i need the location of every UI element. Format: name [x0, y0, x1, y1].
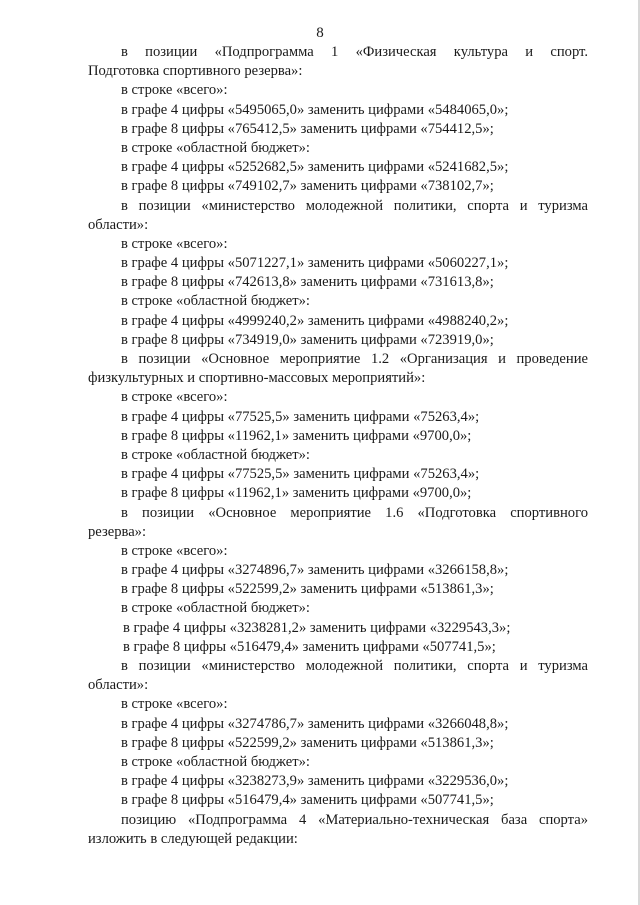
text-line: в строке «всего»:	[121, 235, 228, 252]
text-line: в строке «областной бюджет»:	[121, 600, 310, 617]
text-line: в графе 8 цифры «734919,0» заменить цифрами «723919,0»;	[121, 331, 494, 348]
text-line: в графе 8 цифры «522599,2» заменить цифрами «513861,3»;	[121, 734, 494, 751]
text-line: в графе 8 цифры «742613,8» заменить цифрами «731613,8»;	[121, 274, 494, 291]
text-line: области»:	[88, 677, 149, 694]
text-line: в графе 8 цифры «516479,4» заменить цифрами «507741,5»;	[123, 638, 496, 655]
text-line: в графе 4 цифры «5252682,5» заменить цифрами «5241682,5»;	[121, 159, 509, 176]
text-line: в графе 8 цифры «516479,4» заменить цифрами «507741,5»;	[121, 792, 494, 809]
document-body	[88, 43, 588, 849]
text-line: в строке «всего»:	[121, 696, 228, 713]
page-number: 8	[316, 25, 324, 41]
text-line: Подготовка спортивного резерва»:	[88, 63, 303, 80]
text-line: области»:	[88, 216, 149, 233]
text-line: в графе 4 цифры «3238273,9» заменить цифрами «3229536,0»;	[121, 773, 509, 790]
text-line: в строке «всего»:	[121, 389, 228, 406]
text-line: в графе 4 цифры «5495065,0» заменить цифрами «5484065,0»;	[121, 101, 509, 118]
text-line: в строке «областной бюджет»:	[121, 446, 310, 463]
text-line: в графе 8 цифры «765412,5» заменить цифрами «754412,5»;	[121, 120, 494, 137]
text-line: в позиции «Основное мероприятие 1.6 «Подготовка спортивного	[121, 504, 588, 521]
text-line: в позиции «министерство молодежной политики, спорта и туризма	[121, 197, 588, 214]
text-line: в графе 8 цифры «749102,7» заменить цифрами «738102,7»;	[121, 178, 494, 195]
text-line: в графе 4 цифры «3274896,7» заменить цифрами «3266158,8»;	[121, 562, 509, 579]
text-line: в графе 4 цифры «5071227,1» заменить цифрами «5060227,1»;	[121, 255, 509, 272]
text-line: физкультурных и спортивно-массовых мероприятий»:	[88, 370, 426, 387]
text-line: в позиции «Основное мероприятие 1.2 «Организация и проведение	[121, 351, 588, 367]
text-line: в графе 4 цифры «4999240,2» заменить цифрами «4988240,2»;	[121, 312, 509, 329]
text-line: в строке «областной бюджет»:	[121, 753, 310, 770]
text-line: позицию «Подпрограмма 4 «Материально-техническая база спорта»	[121, 811, 588, 828]
text-line: в строке «областной бюджет»:	[121, 293, 310, 310]
text-line: резерва»:	[88, 523, 147, 540]
text-line: в позиции «министерство молодежной политики, спорта и туризма	[121, 658, 588, 674]
text-line: в графе 4 цифры «3238281,2» заменить цифрами «3229543,3»;	[123, 619, 511, 636]
text-line: в графе 8 цифры «11962,1» заменить цифрами «9700,0»;	[121, 485, 472, 502]
text-line: в строке «всего»:	[121, 542, 228, 559]
text-line: изложить в следующей редакции:	[88, 830, 298, 847]
text-line: в строке «областной бюджет»:	[121, 139, 310, 156]
text-line: в графе 4 цифры «77525,5» заменить цифрами «75263,4»;	[121, 408, 480, 425]
text-line: в графе 8 цифры «522599,2» заменить цифрами «513861,3»;	[121, 581, 494, 598]
text-line: в графе 8 цифры «11962,1» заменить цифрами «9700,0»;	[121, 427, 472, 444]
text-line: в позиции «Подпрограмма 1 «Физическая культура и спорт.	[121, 44, 588, 60]
text-line: в строке «всего»:	[121, 82, 228, 99]
text-line: в графе 4 цифры «3274786,7» заменить цифрами «3266048,8»;	[121, 715, 509, 732]
text-line: в графе 4 цифры «77525,5» заменить цифрами «75263,4»;	[121, 466, 480, 483]
